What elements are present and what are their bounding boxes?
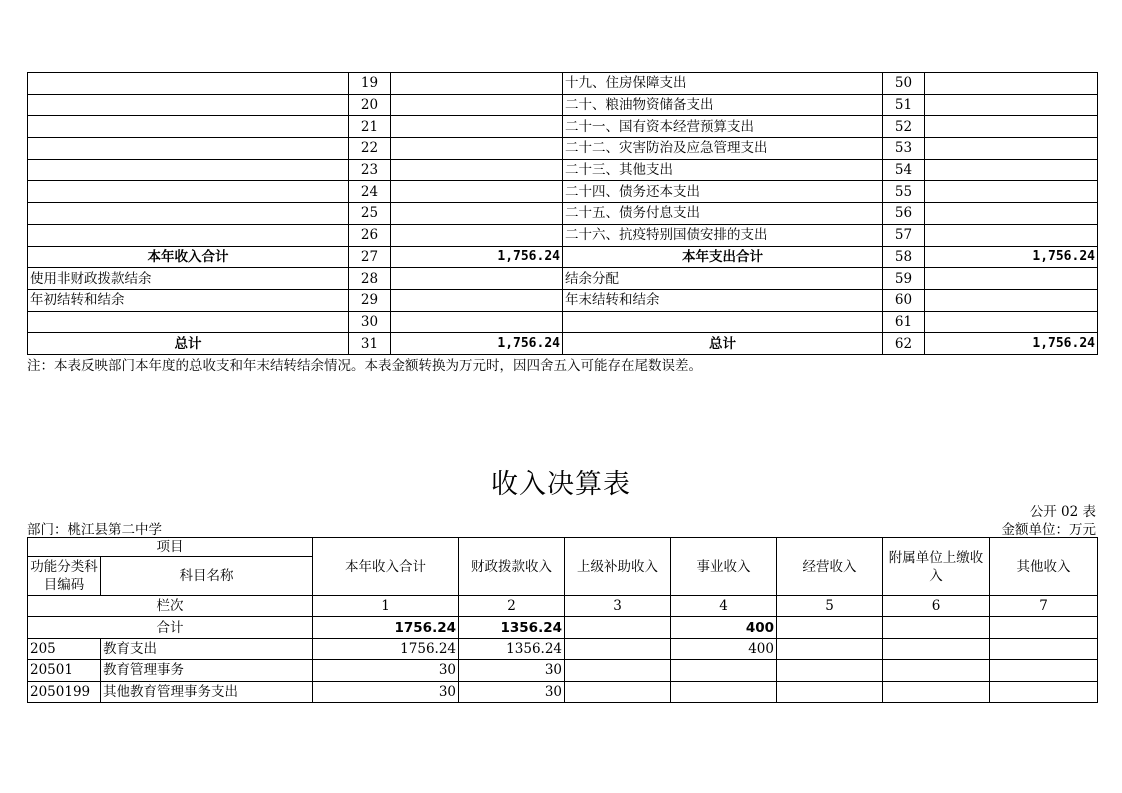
summary-row (28, 224, 1098, 246)
summary-row (28, 268, 1098, 290)
amount-cell (883, 660, 990, 681)
expenditure-item: 结余分配 (563, 268, 883, 290)
amount-cell (565, 638, 671, 659)
col-header-4: 经营收入 (777, 538, 883, 596)
expenditure-amount (925, 181, 1098, 203)
total-value: 1356.24 (459, 617, 565, 638)
subject-name: 其他教育管理事务支出 (101, 681, 313, 702)
form-code: 公开 02 表 (1029, 504, 1096, 520)
income-amount: 1,756.24 (391, 333, 563, 355)
income-item: 总计 (28, 333, 349, 355)
expenditure-item: 二十一、国有资本经营预算支出 (563, 116, 883, 138)
income-line-no: 24 (349, 181, 391, 203)
income-amount (391, 224, 563, 246)
col-header-2: 上级补助收入 (565, 538, 671, 596)
col-header-6: 其他收入 (990, 538, 1098, 596)
header-code: 功能分类科目编码 (28, 557, 101, 596)
total-value (777, 617, 883, 638)
summary-table-body (28, 73, 1098, 355)
total-value (883, 617, 990, 638)
income-line-no: 23 (349, 159, 391, 181)
column-number: 5 (777, 596, 883, 617)
summary-row (28, 138, 1098, 160)
income-expenditure-summary-table (27, 72, 1098, 355)
income-item: 年初结转和结余 (28, 289, 349, 311)
amount-cell (565, 660, 671, 681)
header-row-1 (28, 538, 1098, 557)
amount-cell: 30 (313, 681, 459, 702)
amount-cell (777, 660, 883, 681)
amount-cell: 400 (671, 638, 777, 659)
amount-cell: 30 (459, 681, 565, 702)
subject-code: 205 (28, 638, 101, 659)
expenditure-line-no: 54 (883, 159, 925, 181)
summary-row (28, 246, 1098, 268)
income-line-no: 26 (349, 224, 391, 246)
income-line-no: 21 (349, 116, 391, 138)
income-item (28, 94, 349, 116)
expenditure-line-no: 62 (883, 333, 925, 355)
expenditure-line-no: 59 (883, 268, 925, 290)
summary-row (28, 181, 1098, 203)
amount-cell (990, 660, 1098, 681)
expenditure-line-no: 50 (883, 73, 925, 95)
col-header-0: 本年收入合计 (313, 538, 459, 596)
income-amount (391, 138, 563, 160)
income-amount (391, 289, 563, 311)
expenditure-item (563, 311, 883, 333)
income-amount (391, 311, 563, 333)
expenditure-item: 二十五、债务付息支出 (563, 203, 883, 225)
income-amount (391, 94, 563, 116)
summary-row (28, 159, 1098, 181)
expenditure-line-no: 55 (883, 181, 925, 203)
department-label: 部门：桃江县第二中学 (27, 522, 162, 538)
expenditure-amount (925, 138, 1098, 160)
total-value (990, 617, 1098, 638)
income-amount (391, 268, 563, 290)
amount-cell (671, 681, 777, 702)
expenditure-line-no: 53 (883, 138, 925, 160)
amount-cell (777, 681, 883, 702)
income-line-no: 20 (349, 94, 391, 116)
expenditure-item: 十九、住房保障支出 (563, 73, 883, 95)
income-item (28, 311, 349, 333)
expenditure-amount (925, 311, 1098, 333)
summary-row (28, 333, 1098, 355)
expenditure-item: 二十三、其他支出 (563, 159, 883, 181)
summary-row (28, 116, 1098, 138)
amount-cell (883, 681, 990, 702)
expenditure-item: 二十六、抗疫特别国债安排的支出 (563, 224, 883, 246)
income-line-no: 25 (349, 203, 391, 225)
expenditure-line-no: 52 (883, 116, 925, 138)
expenditure-line-no: 57 (883, 224, 925, 246)
expenditure-line-no: 61 (883, 311, 925, 333)
income-amount (391, 116, 563, 138)
amount-cell: 1756.24 (313, 638, 459, 659)
expenditure-amount: 1,756.24 (925, 333, 1098, 355)
income-amount (391, 203, 563, 225)
total-row (28, 617, 1098, 638)
income-item (28, 116, 349, 138)
amount-cell: 1356.24 (459, 638, 565, 659)
income-line-no: 19 (349, 73, 391, 95)
expenditure-item: 二十四、债务还本支出 (563, 181, 883, 203)
summary-row (28, 311, 1098, 333)
total-value (565, 617, 671, 638)
income-item (28, 224, 349, 246)
subject-code: 20501 (28, 660, 101, 681)
total-label: 合计 (28, 617, 313, 638)
expenditure-amount (925, 73, 1098, 95)
income-line-no: 29 (349, 289, 391, 311)
expenditure-item: 二十二、灾害防治及应急管理支出 (563, 138, 883, 160)
amount-cell (990, 681, 1098, 702)
header-name: 科目名称 (101, 557, 313, 596)
column-number: 6 (883, 596, 990, 617)
page-title: 收入决算表 (491, 469, 631, 500)
amount-cell: 30 (313, 660, 459, 681)
amount-cell: 30 (459, 660, 565, 681)
income-item: 使用非财政拨款结余 (28, 268, 349, 290)
income-final-accounts-table (27, 537, 1098, 703)
summary-row (28, 289, 1098, 311)
amount-cell (565, 681, 671, 702)
expenditure-amount (925, 268, 1098, 290)
income-item: 本年收入合计 (28, 246, 349, 268)
income-table-body (28, 538, 1098, 703)
amount-cell (883, 638, 990, 659)
expenditure-item: 年末结转和结余 (563, 289, 883, 311)
row-no-label: 栏次 (28, 596, 313, 617)
expenditure-amount (925, 116, 1098, 138)
column-number: 7 (990, 596, 1098, 617)
table-row (28, 638, 1098, 659)
subject-name: 教育管理事务 (101, 660, 313, 681)
income-line-no: 27 (349, 246, 391, 268)
income-item (28, 73, 349, 95)
column-number-row (28, 596, 1098, 617)
income-line-no: 30 (349, 311, 391, 333)
income-item (28, 181, 349, 203)
expenditure-line-no: 56 (883, 203, 925, 225)
expenditure-line-no: 51 (883, 94, 925, 116)
expenditure-item: 二十、粮油物资储备支出 (563, 94, 883, 116)
table-row (28, 681, 1098, 702)
amount-cell (777, 638, 883, 659)
header-item: 项目 (28, 538, 313, 557)
expenditure-item: 本年支出合计 (563, 246, 883, 268)
income-amount: 1,756.24 (391, 246, 563, 268)
column-number: 2 (459, 596, 565, 617)
expenditure-amount (925, 159, 1098, 181)
summary-row (28, 94, 1098, 116)
col-header-5: 附属单位上缴收入 (883, 538, 990, 596)
expenditure-amount (925, 94, 1098, 116)
income-line-no: 22 (349, 138, 391, 160)
subject-code: 2050199 (28, 681, 101, 702)
column-number: 3 (565, 596, 671, 617)
column-number: 1 (313, 596, 459, 617)
income-item (28, 138, 349, 160)
income-item (28, 159, 349, 181)
col-header-3: 事业收入 (671, 538, 777, 596)
amount-cell (671, 660, 777, 681)
total-value: 1756.24 (313, 617, 459, 638)
table-note: 注：本表反映部门本年度的总收支和年末结转结余情况。本表金额转换为万元时，因四舍五入可能存在尾数误差。 (27, 358, 702, 374)
income-item (28, 203, 349, 225)
expenditure-line-no: 60 (883, 289, 925, 311)
expenditure-amount (925, 289, 1098, 311)
table-row (28, 660, 1098, 681)
income-amount (391, 73, 563, 95)
expenditure-amount (925, 203, 1098, 225)
total-value: 400 (671, 617, 777, 638)
income-amount (391, 159, 563, 181)
summary-row (28, 203, 1098, 225)
amount-unit-label: 金额单位：万元 (1001, 522, 1096, 538)
amount-cell (990, 638, 1098, 659)
column-number: 4 (671, 596, 777, 617)
income-line-no: 28 (349, 268, 391, 290)
summary-row (28, 73, 1098, 95)
col-header-1: 财政拨款收入 (459, 538, 565, 596)
expenditure-amount (925, 224, 1098, 246)
expenditure-item: 总计 (563, 333, 883, 355)
income-line-no: 31 (349, 333, 391, 355)
expenditure-amount: 1,756.24 (925, 246, 1098, 268)
subject-name: 教育支出 (101, 638, 313, 659)
expenditure-line-no: 58 (883, 246, 925, 268)
income-amount (391, 181, 563, 203)
